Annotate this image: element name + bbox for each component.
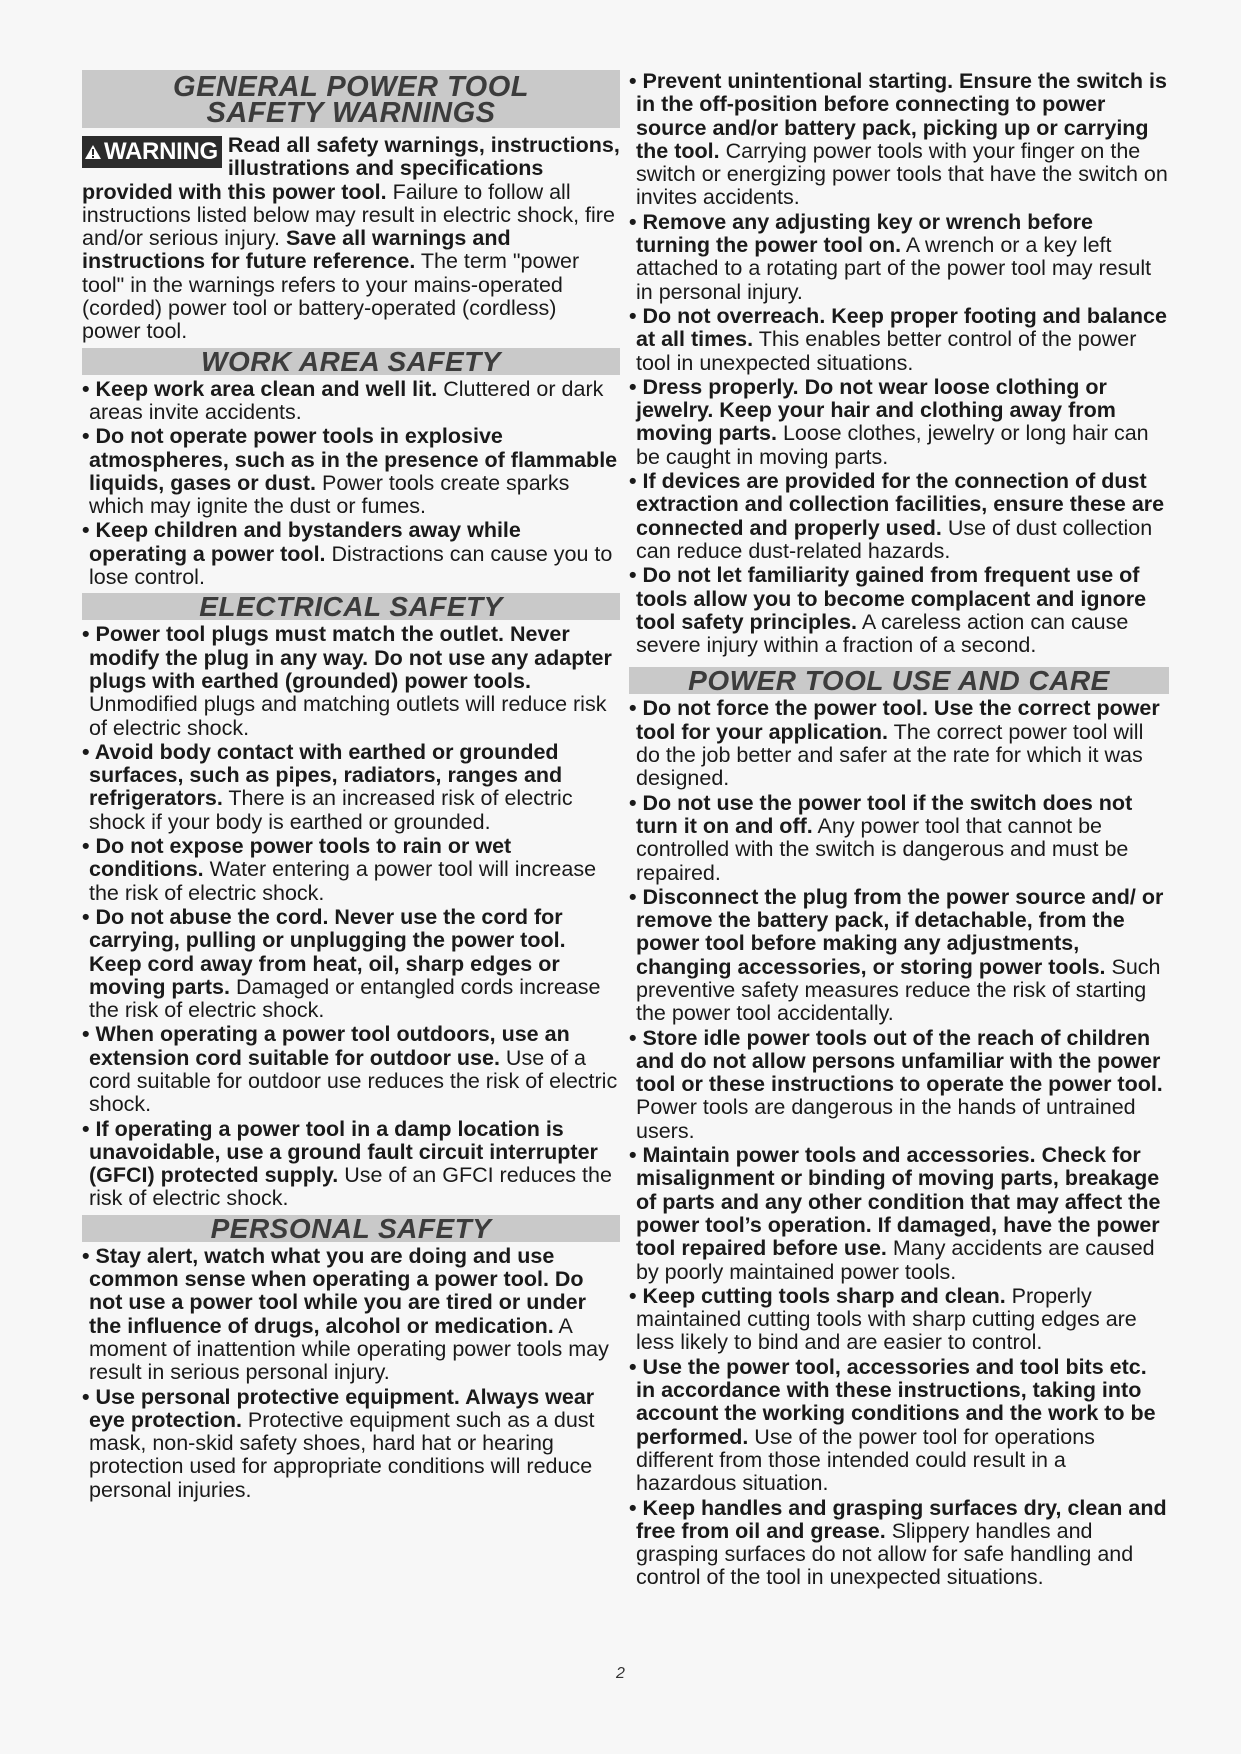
heading-power-tool-use-and-care: POWER TOOL USE AND CARE (629, 667, 1169, 694)
list-item: • Remove any adjusting key or wrench before turning the power tool on. A wrench or a key left attached to a rotating part of the power tool may result in personal injury. (629, 209, 1152, 304)
list-item: • Do not use the power tool if the switch does not turn it on and off. Any power tool that cannot be controlled with the switch is dangerous and must be repaired. (629, 790, 1133, 885)
list-item: • Power tool plugs must match the outlet. Never modify the plug in any way. Do not use any adapter plugs with earthed (grounded) power tools. Unmodified plugs and matching outlets will reduce risk of electric shock. (82, 622, 612, 740)
list-item: • Keep handles and grasping surfaces dry, clean and free from oil and grease. Slippery handles and grasping surfaces do not allow for safe handling and control of the tool in unexpected situations. (629, 1495, 1167, 1590)
list-item: • When operating a power tool outdoors, use an extension cord suitable for outdoor use. Use of a cord suitable for outdoor use reduces the risk of electric shock. (82, 1022, 618, 1117)
intro-text-1: Failure to follow all instructions listed below may result in electric shock, fire and/or serious injury. (82, 179, 615, 251)
warning-triangle-icon (84, 144, 102, 160)
list-item: • If operating a power tool in a damp location is unavoidable, use a ground fault circuit interrupter (GFCI) protected supply. Use of an GFCI reduces the risk of electric shock. (82, 1116, 612, 1211)
list-item: • Do not abuse the cord. Never use the cord for carrying, pulling or unplugging the power tool. Keep cord away from heat, oil, sharp edges or moving parts. Damaged or entangled cords increase the risk of electric shock. (82, 904, 601, 1023)
list-item: • Dress properly. Do not wear loose clothing or jewelry. Keep your hair and clothing away from moving parts. Loose clothes, jewelry or long hair can be caught in moving parts. (629, 374, 1149, 469)
list-item: • Maintain power tools and accessories. Check for misalignment or binding of moving parts, breakage of parts and any other condition that may affect the power tool’s operation. If damaged, have the power tool repaired before use. Many accidents are caused by poorly maintained power tools. (629, 1143, 1161, 1284)
list-item: • Use the power tool, accessories and tool bits etc. in accordance with these instructions, taking into account the working conditions and the work to be performed. Use of the power tool for operations different from those intended could result in a hazardous situation. (629, 1354, 1156, 1496)
list-item: • Disconnect the plug from the power source and/ or remove the battery pack, if detachable, from the power tool before making any adjustments, changing accessories, or storing power tools. Such preventive safety measures reduce the risk of starting the power tool accidentally. (629, 884, 1164, 1026)
heading-work-area-safety: WORK AREA SAFETY (82, 348, 620, 375)
list-item: • Do not overreach. Keep proper footing and balance at all times. This enables better control of the power tool in unexpected situations. (629, 303, 1167, 375)
main-title-line2: SAFETY WARNINGS (206, 97, 496, 129)
list-item: • Store idle power tools out of the reach of children and do not allow persons unfamiliar with the power tool or these instructions to operate the power tool. Power tools are dangerous in the hands of untrained users. (629, 1025, 1163, 1143)
main-title (82, 70, 620, 128)
heading-electrical-safety: ELECTRICAL SAFETY (82, 593, 620, 620)
list-item: • Keep children and bystanders away while operating a power tool. Distractions can cause you to lose control. (82, 518, 613, 590)
list-item: • Stay alert, watch what you are doing and use common sense when operating a power tool. Do not use a power tool while you are tired or under the influence of drugs, alcohol or medication. A moment of inattention while operating power tools may result in serious personal injury. (82, 1243, 609, 1385)
list-item: • Avoid body contact with earthed or grounded surfaces, such as pipes, radiators, ranges and refrigerators. There is an increased risk of electric shock if your body is earthed or grounded. (82, 739, 573, 834)
intro-paragraph (82, 134, 620, 344)
warning-badge-label: WARNING (104, 138, 218, 165)
intro-text-2: The term "power tool" in the warnings refers to your mains-operated (corded) power tool or battery-operated (cordless) power tool. (82, 249, 580, 344)
heading-personal-safety: PERSONAL SAFETY (82, 1215, 620, 1242)
list-item: • Keep cutting tools sharp and clean. Properly maintained cutting tools with sharp cutting edges are less likely to bind and are easier to control. (629, 1283, 1137, 1355)
list-item: • Do not force the power tool. Use the correct power tool for your application. The correct power tool will do the job better and safer at the rate for which it was designed. (629, 696, 1160, 791)
list-item: • Do not let familiarity gained from frequent use of tools allow you to become complacent and ignore tool safety principles. A careless action can cause severe injury within a fraction of a second. (629, 563, 1147, 658)
left-column (82, 70, 620, 1503)
intro-bold-1: Read all safety warnings, instructions, illustrations and specifications provided with this power tool. (82, 134, 620, 204)
list-item: • If devices are provided for the connection of dust extraction and collection facilities, ensure these are connected and properly used. Use of dust collection can reduce dust-related hazards. (629, 469, 1165, 563)
page-number: 2 (616, 1665, 625, 1682)
list-item: • Do not expose power tools to rain or wet conditions. Water entering a power tool will increase the risk of electric shock. (82, 834, 597, 905)
main-title-line1: GENERAL POWER TOOL (173, 71, 529, 103)
list-item: • Prevent unintentional starting. Ensure the switch is in the off-position before connecting to power source and/or battery pack, picking up or carrying the tool. Carrying power tools with your finger on the switch or energizing power tools that have the switch on invites accidents. (629, 69, 1168, 210)
list-item: • Keep work area clean and well lit. Cluttered or dark areas invite accidents. (82, 376, 604, 424)
list-item: • Use personal protective equipment. Always wear eye protection. Protective equipment such as a dust mask, non-skid safety shoes, hard hat or hearing protection used for appropriate conditions will reduce personal injuries. (82, 1384, 595, 1502)
right-column (629, 70, 1169, 1591)
intro-bold-2: Save all warnings and instructions for future reference. (82, 226, 511, 274)
list-item: • Do not operate power tools in explosive atmospheres, such as in the presence of flammable liquids, gases or dust. Power tools create sparks which may ignite the dust or fumes. (82, 424, 618, 519)
warning-badge (82, 136, 222, 168)
